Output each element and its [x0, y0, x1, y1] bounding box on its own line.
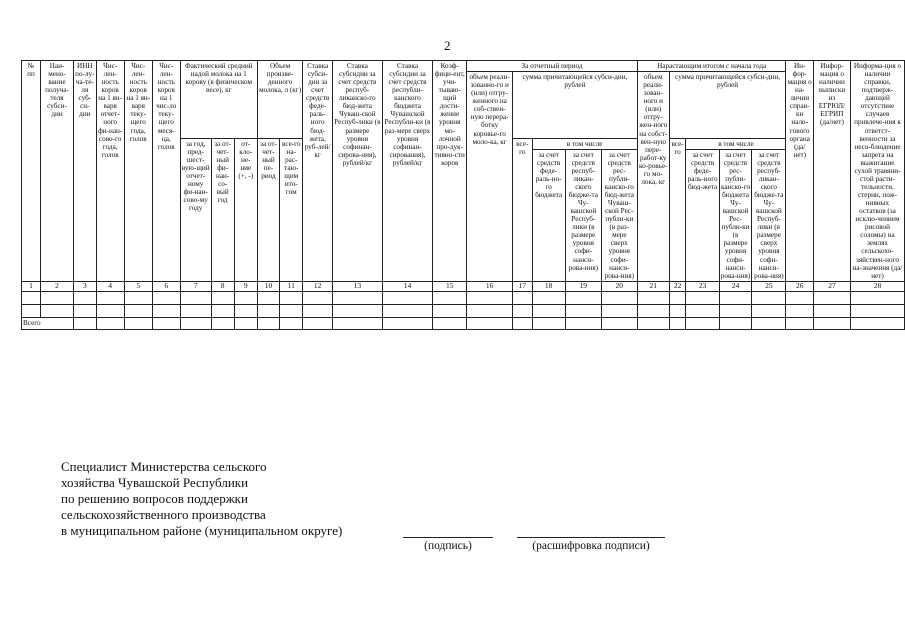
table-cell	[850, 291, 904, 304]
table-cell	[74, 291, 96, 304]
header-c8: за от-чет-ный фи-нан-со-вый год	[211, 138, 234, 281]
table-cell	[257, 304, 279, 317]
column-number: 11	[280, 281, 303, 291]
table-cell	[467, 304, 513, 317]
table-cell	[180, 304, 211, 317]
table-cell	[433, 317, 467, 329]
table-cell	[637, 304, 669, 317]
column-number: 16	[467, 281, 513, 291]
column-number: 10	[257, 281, 279, 291]
header-c17: все-го	[513, 138, 532, 281]
table-cell	[303, 317, 333, 329]
column-number: 5	[124, 281, 152, 291]
table-cell	[40, 304, 73, 317]
header-group-cumulative-sum: сумма причитающейся субси-дии, рублей	[669, 72, 786, 139]
table-cell	[637, 317, 669, 329]
table-cell	[850, 317, 904, 329]
column-number: 8	[211, 281, 234, 291]
page-number: 2	[444, 38, 451, 53]
table-cell	[752, 304, 786, 317]
column-number: 21	[637, 281, 669, 291]
column-number: 15	[433, 281, 467, 291]
table-cell	[752, 317, 786, 329]
column-number: 6	[152, 281, 180, 291]
table-cell	[180, 317, 211, 329]
table-row	[22, 291, 905, 304]
header-c18: за счет средств феде-раль-но-го бюджета	[533, 150, 566, 281]
header-group-period-incl: в том числе	[533, 139, 637, 150]
column-number: 1	[22, 281, 41, 291]
signer-position	[61, 459, 381, 539]
table-cell	[467, 317, 513, 329]
header-c1: № пп	[22, 61, 41, 282]
table-cell	[234, 317, 257, 329]
decoding-line[interactable]	[517, 537, 665, 538]
header-c2: Наи-мено-вание получа-теля субси-дии	[40, 61, 73, 282]
table-cell	[180, 291, 211, 304]
column-number: 13	[332, 281, 382, 291]
table-cell	[565, 304, 601, 317]
signature-line[interactable]	[403, 537, 493, 538]
header-c19: за счет средств респуб-ликан-ского бюдже-та Чу-вашской Респуб-лики (в размере уровня софи-нанси-рова-ния)	[566, 150, 602, 281]
table-cell	[513, 317, 532, 329]
subsidy-report-table	[21, 60, 905, 330]
table-cell	[124, 291, 152, 304]
column-number: 27	[813, 281, 850, 291]
column-number: 24	[719, 281, 751, 291]
table-cell	[752, 291, 786, 304]
header-c20: за счет средств рес-публи-канско-го бюд-жета Чуваш-ской Рес-публи-ки (в раз-мере сверх уровня софи-нанси-рова-ния)	[604, 150, 635, 280]
table-cell	[382, 291, 433, 304]
table-cell	[601, 304, 637, 317]
column-number: 12	[303, 281, 333, 291]
table-cell	[303, 291, 333, 304]
table-cell	[280, 317, 303, 329]
table-cell	[719, 304, 751, 317]
table-cell	[565, 291, 601, 304]
signer-line: в муниципальном районе (муниципальном округе)	[61, 523, 343, 538]
table-cell	[669, 304, 686, 317]
table-cell	[601, 317, 637, 329]
header-group-cumulative: Нарастающим итогом с начала года	[637, 61, 786, 72]
table-cell	[786, 317, 813, 329]
table-cell	[332, 304, 382, 317]
column-number-row	[22, 281, 905, 291]
table-cell	[719, 317, 751, 329]
table-cell	[382, 317, 433, 329]
header-c16: объем реали-зованно-го и (или) отгру-женного на соб-ствен-ную перера-ботку коровье-го моло-ка, кг	[467, 72, 513, 282]
table-cell	[74, 317, 96, 329]
table-cell	[601, 291, 637, 304]
header-c10: за от-чет-ный пе-риод	[257, 138, 279, 281]
table-cell	[786, 304, 813, 317]
header-c26: Ин-фор-мация о на-личии справ-ки нало-гового органа (да/ нет)	[786, 61, 813, 282]
table-cell	[382, 304, 433, 317]
header-group-milk-volume: Объем произве-денного молока, л (кг)	[257, 61, 303, 139]
table-cell	[152, 291, 180, 304]
table-cell	[565, 317, 601, 329]
table-cell	[257, 317, 279, 329]
table-cell	[813, 291, 850, 304]
table-cell	[669, 291, 686, 304]
table-cell	[234, 304, 257, 317]
table-cell	[332, 317, 382, 329]
column-number: 19	[565, 281, 601, 291]
decoding-label: (расшифровка подписи)	[532, 540, 650, 552]
table-cell	[686, 304, 719, 317]
signer-line: по решению вопросов поддержки	[61, 491, 248, 506]
table-cell	[211, 291, 234, 304]
table-cell	[513, 291, 532, 304]
table-cell	[532, 304, 565, 317]
signature-label: (подпись)	[424, 540, 472, 552]
header-c14: Ставка субсидии за счет средств республи-канского бюджета Чувашской Республи-ки (в раз-мере сверх уровня софинан-сирования), рублей/кг	[382, 61, 433, 282]
table-cell	[813, 317, 850, 329]
header-group-period-sum: сумма причитающейся субси-дии, рублей	[513, 72, 638, 139]
table-cell	[22, 291, 41, 304]
column-number: 7	[180, 281, 211, 291]
table-cell	[96, 317, 124, 329]
table-cell	[332, 291, 382, 304]
table-cell	[124, 304, 152, 317]
column-number: 25	[752, 281, 786, 291]
header-c27: Инфор-мация о наличии выписки из ЕГРЮЛ/ ЕГРИП (да/нет)	[813, 61, 850, 282]
column-number: 3	[74, 281, 96, 291]
header-c28: Информа-ция о наличии справки, подтверж-дающей отсутствие случаев привлече-ния к ответст-венности за несо-блюдение запрета на выжигание сухой травяни-стой расти-тельности, стерни, пож-нивных остатков (за исклю-чением рисовой соломы) на землях сельскохо-зяйствен-ного на-значения (да/нет)	[850, 61, 904, 282]
signer-line: сельскохозяйственного производства	[61, 507, 266, 522]
header-c3: ИНН по-лу-ча-те-ля суб-си-дии	[74, 61, 96, 282]
table-cell	[532, 291, 565, 304]
column-number: 18	[532, 281, 565, 291]
header-c22: все-го	[669, 138, 686, 281]
table-cell	[850, 304, 904, 317]
table-cell	[669, 317, 686, 329]
table-cell	[96, 304, 124, 317]
header-c7: за год, пред-шест-вую-щий отчет-ному фи-нан-сово-му году	[180, 138, 211, 281]
table-cell	[786, 291, 813, 304]
table-cell	[211, 317, 234, 329]
table-cell	[433, 304, 467, 317]
table-cell	[637, 291, 669, 304]
signer-line: хозяйства Чувашской Республики	[61, 475, 249, 490]
header-c11: все-го на-рас-таю-щим ито-гом	[280, 138, 303, 281]
table-cell	[152, 317, 180, 329]
column-number: 23	[686, 281, 719, 291]
table-cell	[257, 291, 279, 304]
table-cell	[686, 291, 719, 304]
table-cell	[280, 304, 303, 317]
header-c15: Коэф-фици-ент, учи-тываю-щий дости-жение уровня мо-лочной про-дук-тивно-сти коров	[433, 61, 467, 282]
signer-line: Специалист Министерства сельского	[61, 459, 267, 474]
table-cell	[211, 304, 234, 317]
total-row	[22, 317, 905, 329]
table-cell	[433, 291, 467, 304]
column-number: 20	[601, 281, 637, 291]
header-c4: Чис-лен-ность коров на 1 ян-варя отчет-ного фи-нан-сово-го года, голов	[96, 61, 124, 282]
table-cell	[532, 317, 565, 329]
table-cell	[22, 304, 41, 317]
header-c6: Чис-лен-ность коров на 1 чис-ло теку-щего меся-ца, голов	[152, 61, 180, 282]
header-c9: от-кло-не-ние (+, -)	[234, 138, 257, 281]
table-cell	[686, 317, 719, 329]
header-c12: Ставка субси-дии за счет средств феде-раль-ного бюд-жета, руб-лей/ кг	[303, 61, 333, 282]
column-number: 28	[850, 281, 904, 291]
header-c25: за счет средств респуб-ликан-ского бюдже-та Чу-вашской Респуб-лики (в размере сверх уровня софи-нанси-рова-ния)	[754, 150, 784, 280]
header-group-period: За отчетный период	[467, 61, 638, 72]
table-cell	[152, 304, 180, 317]
column-number: 17	[513, 281, 532, 291]
column-number: 4	[96, 281, 124, 291]
table-row	[22, 304, 905, 317]
total-label: Всего	[22, 317, 74, 329]
table-cell	[124, 317, 152, 329]
column-number: 2	[40, 281, 73, 291]
column-number: 14	[382, 281, 433, 291]
header-group-milk-yield: Фактический средний надой молока на 1 корову (в физическом весе), кг	[180, 61, 257, 139]
table-cell	[467, 291, 513, 304]
column-number: 22	[669, 281, 686, 291]
table-cell	[234, 291, 257, 304]
table-cell	[513, 304, 532, 317]
header-group-cumulative-incl: в том числе	[686, 139, 785, 150]
table-cell	[74, 304, 96, 317]
column-number: 9	[234, 281, 257, 291]
table-cell	[719, 291, 751, 304]
table-cell	[40, 291, 73, 304]
header-c21: объем реали-зован-ного и (или) отгру-жен-ного на собст-вен-ную пере-работ-ку ко-ровье-го мо-лока, кг	[637, 72, 669, 282]
header-c23: за счет средств феде-раль-ного бюд-жета	[686, 150, 719, 281]
column-number: 26	[786, 281, 813, 291]
table-cell	[303, 304, 333, 317]
table-cell	[280, 291, 303, 304]
header-c5: Чис-лен-ность коров на 1 ян-варя теку-щего года, голов	[124, 61, 152, 282]
table-cell	[813, 304, 850, 317]
header-c13: Ставка субсидии за счет средств респуб-ликанско-го бюд-жета Чуваш-ской Респуб-лики (в размере уровня софинан-сирова-ния), рублей/кг	[332, 61, 382, 282]
table-cell	[96, 291, 124, 304]
header-c24: за счет средств рес-публи-канско-го бюджета Чу-вашской Рес-публи-ки (в размере уровня софи-нанси-рова-ния)	[720, 150, 751, 280]
